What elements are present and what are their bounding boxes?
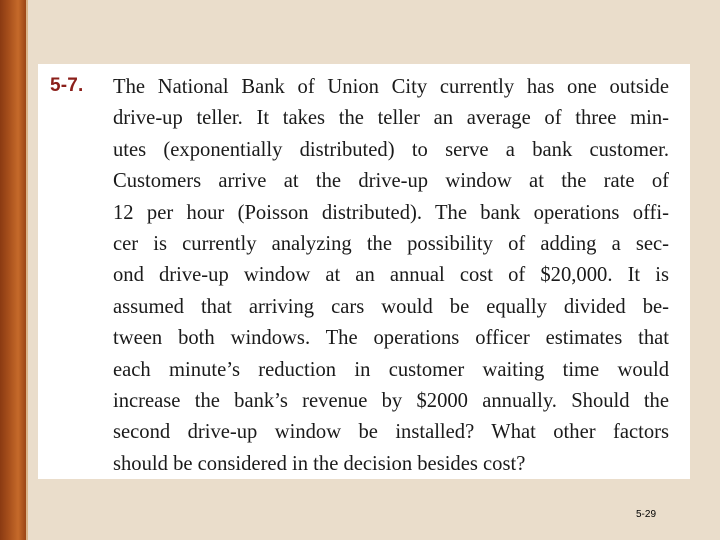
problem-line: should be considered in the decision besides cost? <box>113 452 526 475</box>
problem-body <box>113 72 669 480</box>
problem-line: second drive-up window be installed? What other factors <box>113 421 669 444</box>
problem-line: The National Bank of Union City currently has one outside <box>113 76 669 98</box>
problem-line: utes (exponentially distributed) to serve a bank customer. <box>113 138 669 161</box>
problem-line: Customers arrive at the drive-up window at the rate of <box>113 170 669 193</box>
problem-line: 12 per hour (Poisson distributed). The bank operations offi- <box>113 201 669 224</box>
problem-line: tween both windows. The operations officer estimates that <box>113 327 669 350</box>
problem-line: ond drive-up window at an annual cost of $20,000. It is <box>113 264 669 287</box>
problem-line: each minute’s reduction in customer waiting time would <box>113 358 669 381</box>
left-decorative-band <box>0 0 26 540</box>
problem-line: cer is currently analyzing the possibility of adding a sec- <box>113 232 669 255</box>
problem-number: 5-7. <box>50 75 84 96</box>
problem-text-box <box>38 64 690 479</box>
problem-line: increase the bank’s revenue by $2000 annually. Should the <box>113 389 669 412</box>
problem-line: assumed that arriving cars would be equally divided be- <box>113 295 669 318</box>
left-band-edge <box>26 0 28 540</box>
problem-line: drive-up teller. It takes the teller an average of three min- <box>113 107 669 130</box>
slide-number: 5-29 <box>636 509 657 520</box>
